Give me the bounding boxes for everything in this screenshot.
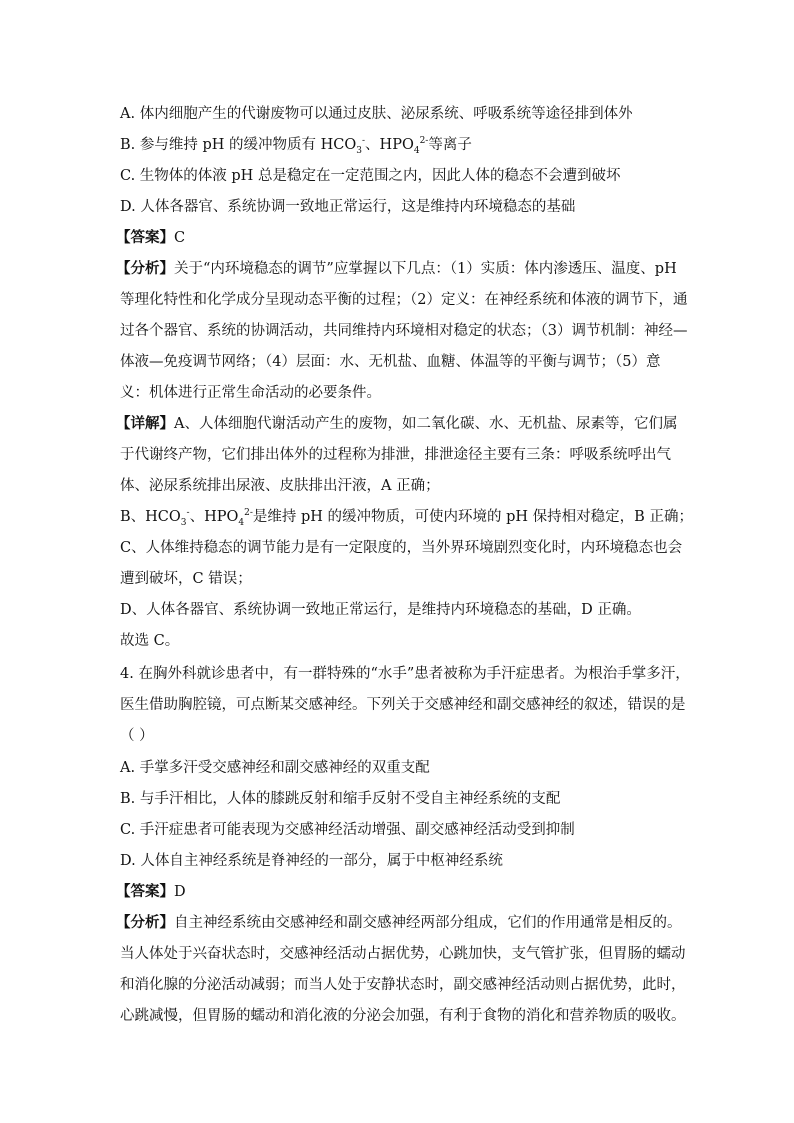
analysis-tag: 【分析】: [116, 260, 174, 277]
q3-option-a: A. 体内细胞产生的代谢废物可以通过皮肤、泌尿系统、呼吸系统等途径排到体外: [120, 106, 633, 122]
superscript: -: [186, 508, 190, 519]
q3-analysis-line: 义：机体进行正常生命活动的必要条件。: [120, 385, 381, 401]
detail-b-text: B、HCO: [120, 509, 181, 525]
q3-analysis-line: 等理化特性和化学成分呈现动态平衡的过程；（2）定义：在神经系统和体液的调节下，通: [120, 292, 688, 308]
q3-detail-line: 体、泌尿系统排出尿液、皮肤排出汗液，A 正确；: [120, 478, 440, 494]
q3-option-b-text: B. 参与维持 pH 的缓冲物质有 HCO: [120, 137, 357, 153]
superscript: 2-: [244, 508, 253, 519]
q3-option-d: D. 人体各器官、系统协调一致地正常运行，这是维持内环境稳态的基础: [120, 199, 576, 215]
answer-value: D: [174, 884, 186, 900]
q3-analysis-line: 体液—免疫调节网络；（4）层面：水、无机盐、血糖、体温等的平衡与调节；（5）意: [120, 354, 661, 370]
q3-option-b-text: 等离子: [428, 137, 472, 153]
answer-value: C: [174, 230, 186, 246]
analysis-text: 自主神经系统由交感神经和副交感神经两部分组成，它们的作用通常是相反的。: [174, 915, 682, 931]
q4-option-a: A. 手掌多汗受交感神经和副交感神经的双重支配: [120, 760, 430, 776]
superscript: -: [362, 136, 366, 147]
q3-detail-b: [120, 507, 693, 527]
answer-tag: 【答案】: [116, 883, 174, 900]
q3-detail-c: 遭到破坏，C 错误；: [120, 571, 252, 587]
q3-option-c: C. 生物体的体液 pH 总是稳定在一定范围之内，因此人体的稳态不会遭到破坏: [120, 168, 621, 184]
q3-detail-line: 于代谢终产物，它们排出体外的过程称为排泄，排泄途径主要有三条：呼吸系统呼出气: [120, 447, 671, 463]
q4-analysis-line: 和消化腺的分泌活动减弱；而当人处于安静状态时，副交感神经活动则占据优势，此时，: [120, 977, 686, 993]
subscript: 3: [356, 145, 362, 156]
q3-detail-c: C、人体维持稳态的调节能力是有一定限度的，当外界环境剧烈变化时，内环境稳态也会: [120, 540, 683, 556]
q4-answer: [116, 882, 186, 902]
detail-text: A、人体细胞代谢活动产生的废物，如二氧化碳、水、无机盐、尿素等，它们属: [174, 416, 678, 432]
q4-analysis-line: [116, 913, 682, 933]
q4-stem-line: 4. 在胸外科就诊患者中，有一群特殊的“水手”患者被称为手汗症患者。为根治手掌多汗，: [120, 666, 690, 682]
subscript: 4: [413, 145, 420, 156]
q3-conclusion: 故选 C。: [120, 633, 180, 649]
q3-answer: [116, 228, 185, 248]
analysis-text: 关于“内环境稳态的调节”应掌握以下几点：（1）实质：体内渗透压、温度、pH: [174, 261, 677, 277]
q3-detail-d: D、人体各器官、系统协调一致地正常运行，是维持内环境稳态的基础，D 正确。: [120, 602, 641, 618]
q3-option-b: [120, 135, 472, 155]
q4-stem-line: 医生借助胸腔镜，可点断某交感神经。下列关于交感神经和副交感神经的叙述，错误的是: [120, 697, 686, 713]
q4-option-b: B. 与手汗相比，人体的膝跳反射和缩手反射不受自主神经系统的支配: [120, 791, 561, 807]
q4-option-c: C. 手汗症患者可能表现为交感神经活动增强、副交感神经活动受到抑制: [120, 822, 575, 838]
detail-b-text: 、HPO: [189, 509, 239, 525]
q4-analysis-line: 心跳减慢，但胃肠的蠕动和消化液的分泌会加强，有利于食物的消化和营养物质的吸收。: [120, 1008, 686, 1024]
detail-tag: 【详解】: [116, 415, 174, 432]
answer-tag: 【答案】: [116, 229, 174, 246]
subscript: 4: [238, 517, 245, 528]
q3-analysis-line: [116, 259, 677, 279]
detail-b-text: 是维持 pH 的缓冲物质，可使内环境的 pH 保持相对稳定，B 正确；: [252, 509, 693, 525]
q4-option-d: D. 人体自主神经系统是脊神经的一部分，属于中枢神经系统: [120, 853, 503, 869]
q3-detail-line: [116, 414, 677, 434]
subscript: 3: [180, 517, 187, 528]
q3-analysis-line: 过各个器官、系统的协调活动，共同维持内环境相对稳定的状态；（3）调节机制：神经—: [120, 323, 688, 339]
q3-option-b-text: 、HPO: [365, 137, 414, 153]
superscript: 2-: [419, 136, 429, 147]
q4-analysis-line: 当人体处于兴奋状态时，交感神经活动占据优势，心跳加快，支气管扩张，但胃肠的蠕动: [120, 946, 686, 962]
analysis-tag: 【分析】: [116, 914, 174, 931]
q4-stem-line: （ ）: [120, 728, 154, 744]
